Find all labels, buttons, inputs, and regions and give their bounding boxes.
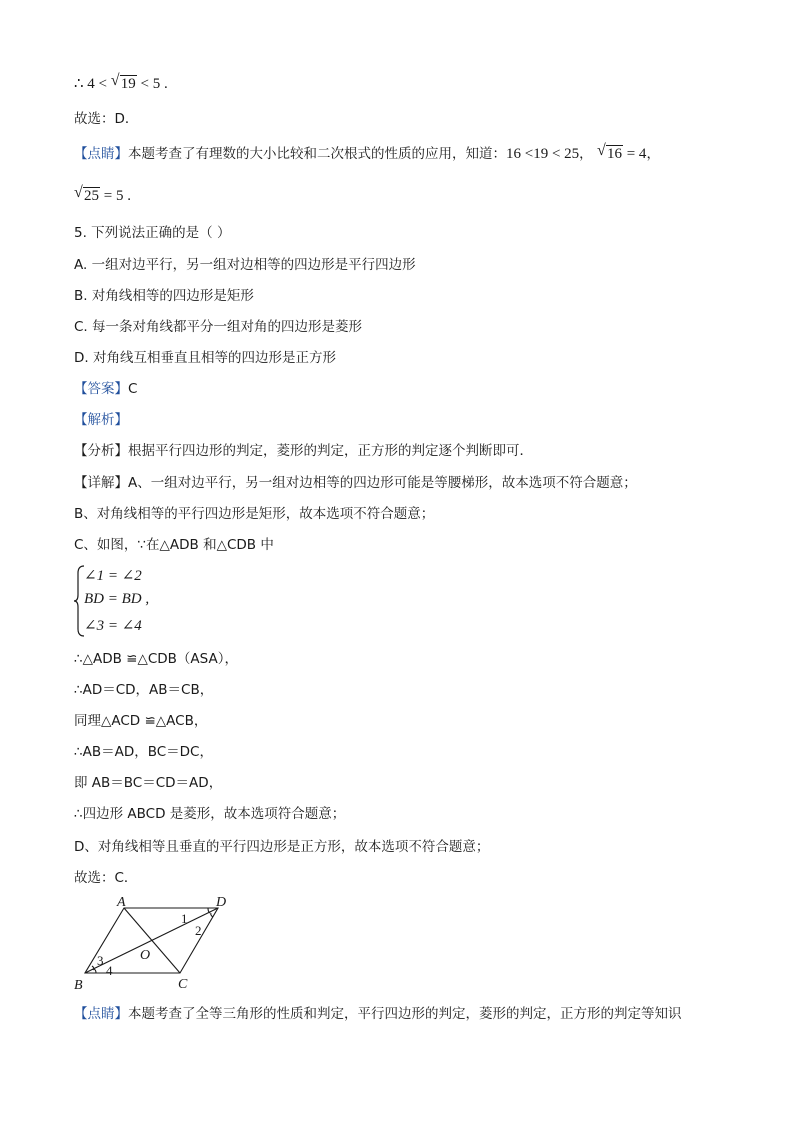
proof-line-c: C、如图，∵在△ADB 和△CDB 中 xyxy=(74,537,274,553)
answer-value: C xyxy=(128,381,138,397)
label-vertex-b: B xyxy=(74,978,83,993)
label-vertex-d: D xyxy=(216,895,227,910)
system-row-1: ∠1 = ∠2 xyxy=(84,568,142,584)
final-remark-text: 本题考查了全等三角形的性质和判定，平行四边形的判定，菱形的判定，正方形的判定等知识 xyxy=(128,1006,682,1022)
remark-end: ， xyxy=(646,146,660,162)
inequality-suffix: < 5 . xyxy=(136,76,168,92)
xiangjie-line xyxy=(74,474,637,492)
system-row-3: ∠3 = ∠4 xyxy=(84,618,142,634)
angle-arc-4 xyxy=(94,969,96,973)
remark-sep: ， xyxy=(579,146,593,162)
remark-text: 本题考查了有理数的大小比较和二次根式的性质的应用，知道： xyxy=(128,146,506,162)
label-center-o: O xyxy=(140,948,151,963)
option-d: D. 对角线互相垂直且相等的四边形是正方形 xyxy=(74,350,336,366)
fenxi-tag: 【分析】 xyxy=(74,443,128,459)
option-b: B. 对角线相等的四边形是矩形 xyxy=(74,288,254,304)
label-angle-3: 3 xyxy=(97,953,104,968)
proof-line-ad-cd: ∴AD＝CD，AB＝CB， xyxy=(74,682,214,698)
label-vertex-c: C xyxy=(178,977,188,992)
remark-line xyxy=(74,142,660,163)
final-remark-tag: 【点睛】 xyxy=(74,1006,128,1022)
radical-icon: √ xyxy=(74,184,83,201)
label-angle-2: 2 xyxy=(195,923,202,938)
sqrt25-eq: = 5 . xyxy=(100,188,131,204)
sqrt-16: √ 16 xyxy=(596,142,622,162)
angle-arc-2 xyxy=(211,913,213,917)
proof-line-d: D、对角线相等且垂直的平行四边形是正方形，故本选项不符合题意； xyxy=(74,839,490,855)
inequality-prefix: ∴ 4 < xyxy=(74,76,111,92)
parallelogram-figure xyxy=(72,893,232,993)
xiangjie-tag: 【详解】 xyxy=(74,475,128,491)
remark-inequality: 16 <19 < 25 xyxy=(506,146,580,162)
sqrt-19: √ 19 xyxy=(110,72,136,92)
proof-line-similarly: 同理△ACD ≌△ACB， xyxy=(74,713,208,729)
radical-icon: √ xyxy=(596,142,606,159)
answer-tag: 【答案】 xyxy=(74,381,128,397)
label-angle-4: 4 xyxy=(106,963,113,978)
proof-line-choose-c: 故选：C． xyxy=(74,870,138,886)
system-row-2: BD = BD , xyxy=(84,591,150,607)
line-conclusion-sqrt19 xyxy=(74,72,168,93)
label-vertex-a: A xyxy=(117,895,126,910)
final-remark-line xyxy=(74,1005,682,1023)
proof-line-ab-ad: ∴AB＝AD，BC＝DC， xyxy=(74,744,213,760)
equation-system xyxy=(74,565,194,637)
xiangjie-text: A、一组对边平行，另一组对边相等的四边形可能是等腰梯形，故本选项不符合题意； xyxy=(128,475,637,491)
fenxi-text: 根据平行四边形的判定，菱形的判定，正方形的判定逐个判断即可． xyxy=(128,443,533,459)
proof-line-rhombus: ∴四边形 ABCD 是菱形，故本选项符合题意； xyxy=(74,806,346,822)
option-a: A. 一组对边平行，另一组对边相等的四边形是平行四边形 xyxy=(74,257,416,273)
option-c: C. 每一条对角线都平分一组对角的四边形是菱形 xyxy=(74,319,363,335)
sqrt16-eq: = 4 xyxy=(622,146,647,162)
sqrt-25: √ 25 xyxy=(74,184,99,204)
analysis-tag: 【解析】 xyxy=(74,412,128,428)
choice-d-line: 故选：D． xyxy=(74,111,139,127)
proof-line-b: B、对角线相等的平行四边形是矩形，故本选项不符合题意； xyxy=(74,506,435,522)
proof-line-all-equal: 即 AB＝BC＝CD＝AD， xyxy=(74,775,223,791)
proof-line-congruent: ∴△ADB ≌△CDB（ASA）， xyxy=(74,651,238,667)
fenxi-line xyxy=(74,442,533,460)
label-angle-1: 1 xyxy=(181,911,188,926)
question-stem: 5. 下列说法正确的是（ ） xyxy=(74,225,231,241)
answer-line xyxy=(74,380,137,398)
remark-tag: 【点睛】 xyxy=(74,146,128,162)
radical-icon: √ xyxy=(110,72,120,89)
sqrt25-line xyxy=(74,184,131,205)
